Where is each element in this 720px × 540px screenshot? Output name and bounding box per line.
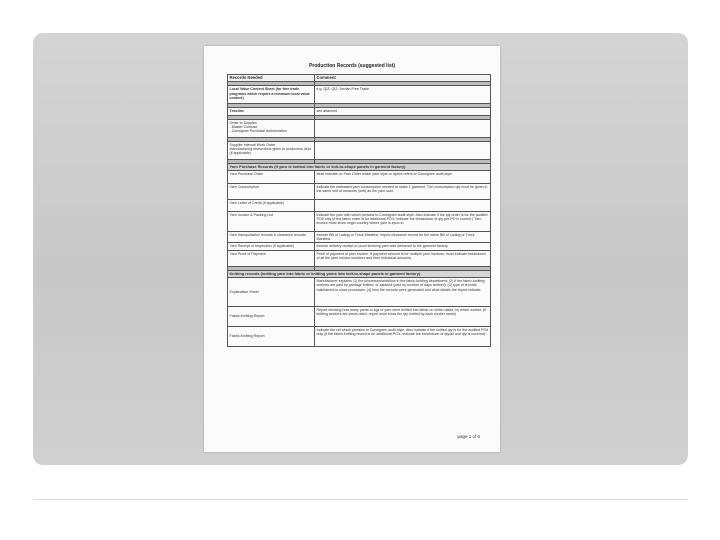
header-records-needed: Records Needed <box>228 75 315 82</box>
record-name: Yarn Purchase Order <box>228 170 315 183</box>
table-row <box>228 211 491 231</box>
record-comment: Include Bill of Lading or Truck Manifest, import clearance record for the same Bill of Lading or Truck Manifest. <box>315 231 491 243</box>
record-name: Yarn Letter of Credit (if applicable) <box>228 199 315 211</box>
document-page <box>204 46 500 452</box>
record-name: Yarn Consumption <box>228 183 315 199</box>
table-row <box>228 307 491 327</box>
table-header-row <box>228 75 491 82</box>
section-title: Yarn Purchase Records (If yarn is knitted into fabric or knit-to-shape panels in garment factory) <box>228 163 491 170</box>
record-name: Fabric-Knitting Report <box>228 307 315 327</box>
record-comment: Indicate the roll which pertains to Consignee audit style. Also indicate if the knitted qty is for the audited PO# only (if the fabric-knitting record is for additional PO's, indicate the breakdown of qty/all and qty is covered). <box>315 327 491 347</box>
footer-divider <box>33 499 688 500</box>
header-comment: Comment <box>315 75 491 82</box>
record-comment <box>315 119 491 137</box>
table-row <box>228 231 491 243</box>
table-row <box>228 183 491 199</box>
section-title: Knitting records (knitting yarn into fabric or knitting yarns into knit-to-shape panels in garment factory) <box>228 270 491 277</box>
record-comment: e.g. QIZ, QIZ, Jordan Free Trade <box>315 86 491 104</box>
record-name: Supplier Internal Work Order Manufacturing instructions given to production dept. (if applicable) <box>228 141 315 159</box>
section-header-knitting <box>228 270 491 277</box>
record-name: Local Value Content Sheet (for free trade programs which require a minimum local value content) <box>228 86 315 104</box>
table-row <box>228 141 491 159</box>
table-row <box>228 327 491 347</box>
record-comment: see attached <box>315 108 491 115</box>
record-comment: Manufacturer explains (1) the processes/workflow in the fabric-knitting department; (2) if the fabric-knitting workers are paid by yardage knitted, or salaried (paid by number of days worked); (3) type of records maintained to show processes; (4) how the records were generated and what details the report indicate. <box>315 278 491 307</box>
table-row <box>228 170 491 183</box>
section-header-yarn <box>228 163 491 170</box>
record-comment: Must indicate on Yarn Order which yarn style or dyelot refers to Consignee audit style <box>315 170 491 183</box>
records-table <box>227 74 491 347</box>
record-comment: Indicate the yarn with which pertains to Consignee audit style. Also indicate if the qty order is for the audited PO# only (if the fabric order is for additional PO's, indicate the breakdown of qty per PO is correct.) Yarn invoice must show origin country where yarn is spun in. <box>315 211 491 231</box>
page-number: page 1 of 6 <box>457 434 480 439</box>
record-comment <box>315 141 491 159</box>
table-row <box>228 86 491 104</box>
table-row <box>228 278 491 307</box>
record-name: Yarn Proof of Payment <box>228 250 315 266</box>
table-row <box>228 199 491 211</box>
record-comment: Indicate the estimated yarn consumption needed to make 1 garment. The consumption qty must be given in the same unit of measure (unit) as the yarn sold. <box>315 183 491 199</box>
table-row <box>228 119 491 137</box>
record-name: Explanation Sheet <box>228 278 315 307</box>
document-title: Production Records (suggested list) <box>308 63 396 69</box>
record-name: Fabric-Knitting Report <box>228 327 315 347</box>
record-comment: Include delivery receipt or proof showing yarn was delivered to the garment factory. <box>315 243 491 250</box>
record-name: Order to Supplier - Master Contract - Consignee Purchase Authorization <box>228 119 315 137</box>
record-name: Yarn Receipt or Inspection (if applicable) <box>228 243 315 250</box>
record-name: Yarn transportation records & clearance records <box>228 231 315 243</box>
record-comment: Proof of payment of yarn invoice. If payment amount is for multiple yarn invoices, must indicate breakdown of all the yarn invoice numbers and their individual amounts. <box>315 250 491 266</box>
record-comment <box>315 199 491 211</box>
table-row <box>228 243 491 250</box>
record-name: Timeline <box>228 108 315 115</box>
table-row <box>228 108 491 115</box>
record-comment: Report showing how many yards or kgs of yarn were knitted into fabric on which dates, by which worker. (If knitting workers are piece-rated, report must show the qty knitted by each worker name) <box>315 307 491 327</box>
table-row <box>228 250 491 266</box>
record-name: Yarn Invoice & Packing List <box>228 211 315 231</box>
